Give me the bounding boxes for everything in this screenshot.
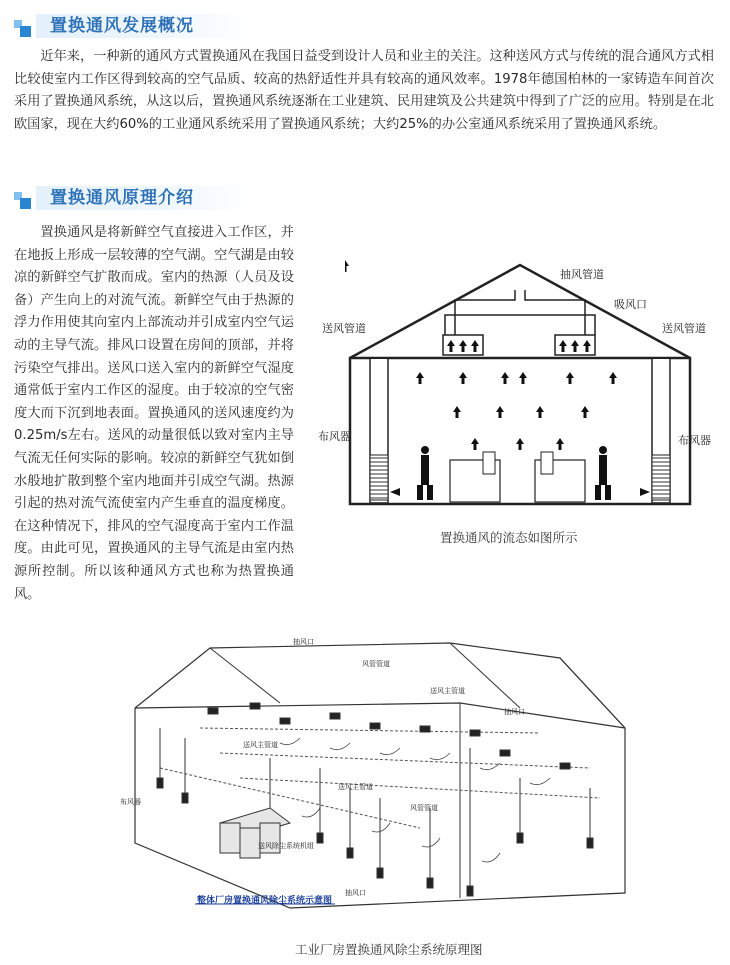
duct-label-2: 风管管道 (410, 804, 438, 812)
diffuser-label: 布风器 (120, 798, 141, 806)
exhaust-duct-label: 抽风管道 (560, 268, 604, 281)
unit-label: 送风除尘系统机组 (258, 842, 314, 850)
exhaust-port-bottom-label: 抽风口 (345, 889, 366, 897)
diffuser-left-label: 布风器 (318, 430, 351, 443)
displacement-flow-diagram (345, 260, 705, 510)
heading-bullet-dark (20, 26, 31, 37)
section-heading-2 (14, 184, 714, 214)
figure-2-inner-caption: 整体厂房置换通风除尘系统示意图 (197, 896, 333, 906)
main-duct-label-3: 送风主管道 (338, 783, 373, 791)
section-heading-1 (14, 12, 714, 42)
suction-inlet-label: 吸风口 (614, 298, 647, 311)
main-duct-label-2: 送风主管道 (243, 741, 278, 749)
section-1-paragraph: 近年来，一种新的通风方式置换通风在我国日益受到设计人员和业主的关注。这种送风方式与传统的混合通风方式相比较使室内工作区得到较高的空气品质、较高的热舒适性并具有较高的通风效率。1978年德国柏林的一家铸造车间首次采用了置换通风系统，从这以后，置换通风系统逐渐在工业建筑、民用建筑及公共建筑中得到了广泛的应用。特别是在北欧国家，现在大约60%的工业通风系统采用了置换通风系统；大约25%的办公室通风系统采用了置换通风系统。 (14, 49, 714, 132)
figure-1-caption: 置换通风的流态如图所示 (440, 530, 578, 545)
exhaust-port-top-label: 抽风口 (293, 638, 314, 646)
supply-duct-left-label: 送风管道 (322, 322, 366, 335)
section-title: 置换通风原理介绍 (36, 186, 252, 210)
heading-bullet-dark (20, 198, 31, 209)
supply-duct-right-label: 送风管道 (662, 322, 706, 335)
duct-label-1: 风管管道 (362, 660, 390, 668)
diffuser-right-label: 布风器 (678, 434, 711, 447)
figure-2-caption: 工业厂房置换通风除尘系统原理图 (295, 942, 483, 957)
exhaust-port-right-label: 抽风口 (504, 708, 525, 716)
section-title: 置换通风发展概况 (36, 14, 252, 38)
main-duct-label-1: 送风主管道 (430, 687, 465, 695)
factory-system-diagram (120, 628, 640, 910)
section-2-paragraph: 置换通风是将新鲜空气直接进入工作区，并在地扳上形成一层较薄的空气湖。空气湖是由较凉的新鲜空气扩散而成。室内的热源（人员及设备）产生向上的对流气流。新鲜空气由于热源的浮力作用使其向室内上部流动并引成室内空气运动的主导气流。排风口设置在房间的顶部，并将污染空气排出。送风口送入室内的新鲜空气湿度通常低于室内工作区的湿度。由于较凉的空气密度大而下沉到地表面。置换通风的送风速度约为0.25m/s左右。送风的动量很低以致对室内主导气流无任何实际的影响。较凉的新鲜空气犹如倒水般地扩散到整个室内地面并引成空气湖。热源引起的热对流气流使室内产生垂直的温度梯度。在这种情况下，排风的空气湿度高于室内工作温度。由此可见，置换通风的主导气流是由室内热源所控制。所以该种通风方式也称为热置换通风。 (14, 225, 294, 602)
